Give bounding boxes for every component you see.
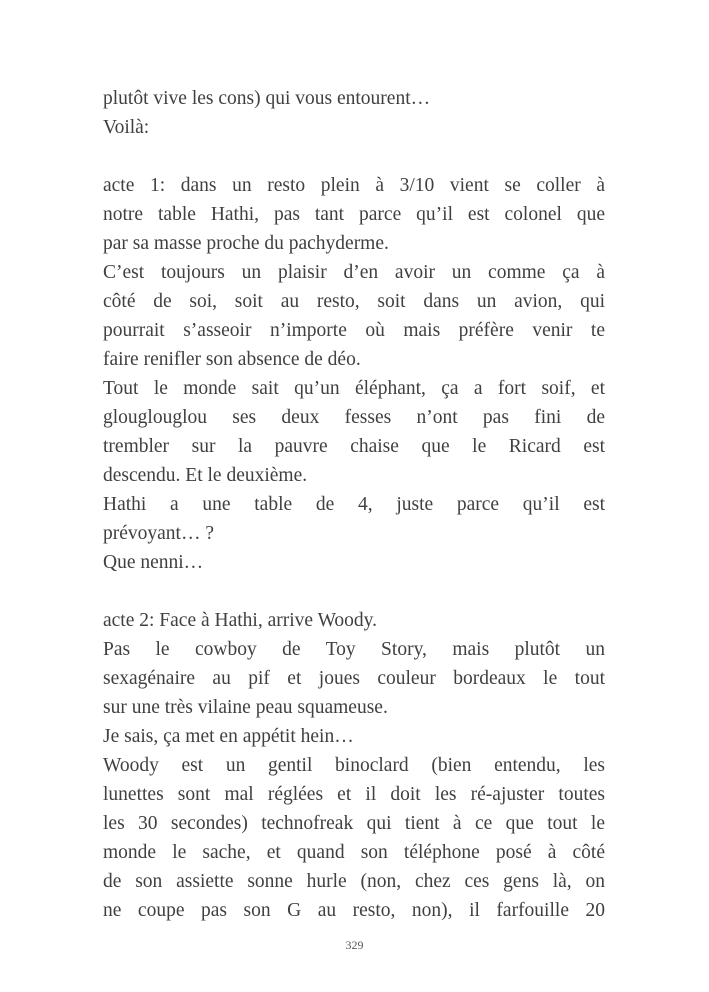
text-line: prévoyant… ? — [103, 523, 215, 544]
text-line: acte 2: Face à Hathi, arrive Woody. — [103, 610, 378, 631]
text-line: de son assiette sonne hurle (non, chez ces gens là, on — [103, 871, 605, 892]
text-line: Que nenni… — [103, 552, 204, 573]
text-line: plutôt vive les cons) qui vous entourent… — [103, 88, 431, 109]
text-line: Pas le cowboy de Toy Story, mais plutôt un — [103, 639, 605, 660]
text-line: Hathi a une table de 4, juste parce qu’il est — [103, 494, 605, 515]
text-line: les 30 secondes) technofreak qui tient à ce que tout le — [103, 813, 605, 834]
paragraph-block — [103, 84, 605, 142]
text-line: C’est toujours un plaisir d’en avoir un comme ça à — [103, 262, 605, 283]
page-number: 329 — [345, 938, 364, 952]
text-line: notre table Hathi, pas tant parce qu’il est colonel que — [103, 204, 605, 225]
text-line: sexagénaire au pif et joues couleur bordeaux le tout — [103, 668, 605, 689]
text-line: trembler sur la pauvre chaise que le Ricard est — [103, 436, 605, 457]
text-line: Je sais, ça met en appétit hein… — [103, 726, 354, 747]
text-line: Tout le monde sait qu’un éléphant, ça a fort soif, et — [103, 378, 605, 399]
text-line: pourrait s’asseoir n’importe où mais préfère venir te — [103, 320, 605, 341]
text-line: monde le sache, et quand son téléphone posé à côté — [103, 842, 605, 863]
text-line: acte 1: dans un resto plein à 3/10 vient se coller à — [103, 175, 605, 196]
text-line: glouglouglou ses deux fesses n’ont pas fini de — [103, 407, 605, 428]
text-line: lunettes sont mal réglées et il doit les ré-ajuster toutes — [103, 784, 605, 805]
paragraph-block — [103, 171, 605, 577]
text-line: sur une très vilaine peau squameuse. — [103, 697, 388, 718]
text-line: côté de soi, soit au resto, soit dans un avion, qui — [103, 291, 605, 312]
text-line: ne coupe pas son G au resto, non), il farfouille 20 — [103, 900, 605, 921]
page-text — [103, 84, 605, 925]
text-line: descendu. Et le deuxième. — [103, 465, 308, 486]
text-line: par sa masse proche du pachyderme. — [103, 233, 389, 254]
text-line: faire renifler son absence de déo. — [103, 349, 361, 370]
paragraph-block — [103, 606, 605, 925]
text-line: Voilà: — [103, 117, 150, 138]
text-line: Woody est un gentil binoclard (bien entendu, les — [103, 755, 605, 776]
